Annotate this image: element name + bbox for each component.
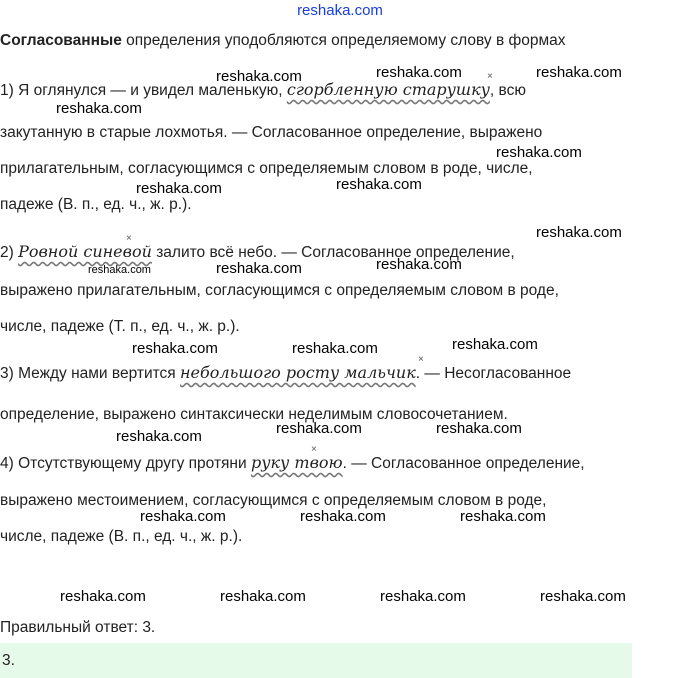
watermark: reshaka.com [376, 64, 462, 81]
site-link[interactable]: reshaka.com [297, 2, 383, 19]
item4-line1 [0, 453, 585, 473]
watermark: reshaka.com [116, 428, 202, 445]
stress-mark: × [126, 233, 132, 244]
watermark: reshaka.com [56, 100, 142, 117]
watermark: reshaka.com [276, 420, 362, 437]
item3-line1 [0, 363, 571, 383]
watermark: reshaka.com [300, 508, 386, 525]
watermark: reshaka.com [536, 224, 622, 241]
watermark: reshaka.com [220, 588, 306, 605]
watermark: reshaka.com [536, 64, 622, 81]
item4-suffix: . — Согласованное определение, [342, 455, 585, 472]
answer-value: 3. [2, 652, 15, 669]
watermark: reshaka.com [216, 260, 302, 277]
item3-example: небольшого росту мальчик [179, 363, 416, 382]
item2-suffix: залито всё небо. — Согласованное определение, [151, 244, 515, 261]
watermark: reshaka.com [136, 180, 222, 197]
answer-box [0, 643, 632, 678]
watermark: reshaka.com [380, 588, 466, 605]
watermark: reshaka.com [436, 420, 522, 437]
intro-rest: определения уподобляются определяемому слову в формах [121, 32, 566, 49]
item3-line2: определение, выражено синтаксически неделимым словосочетанием. [0, 406, 508, 423]
intro-text [0, 32, 566, 50]
watermark: reshaka.com [540, 588, 626, 605]
watermark: reshaka.com [216, 68, 302, 85]
watermark: reshaka.com [88, 264, 151, 276]
item1-prefix: 1) Я оглянулся — и увидел маленькую, [0, 82, 287, 99]
item4-line3: числе, падеже (В. п., ед. ч., ж. р.). [0, 528, 243, 545]
item2-example: Ровной синевой [18, 242, 152, 261]
watermark: reshaka.com [336, 176, 422, 193]
intro-bold: Согласованные [0, 32, 122, 49]
item1-suffix: , всю [489, 82, 526, 99]
stress-mark: × [487, 71, 493, 82]
item1-line2: закутанную в старые лохмотья. — Согласованное определение, выражено [0, 124, 543, 141]
item3-prefix: 3) Между нами вертится [0, 365, 180, 382]
watermark: reshaka.com [496, 144, 582, 161]
item3-suffix: . — Несогласованное [415, 365, 572, 382]
item2-prefix: 2) [0, 244, 19, 261]
watermark: reshaka.com [452, 336, 538, 353]
item1-line3: прилагательным, согласующимся с определяемым словом в роде, числе, [0, 160, 533, 177]
item2-line2: выражено прилагательным, согласующимся с определяемым словом в роде, [0, 282, 559, 299]
item4-line2: выражено местоимением, согласующимся с определяемым словом в роде, [0, 492, 547, 509]
stress-mark: × [418, 354, 424, 365]
item1-line4: падеже (В. п., ед. ч., ж. р.). [0, 196, 192, 213]
watermark: reshaka.com [376, 256, 462, 273]
item2-line3: числе, падеже (Т. п., ед. ч., ж. р.). [0, 318, 240, 335]
watermark: reshaka.com [140, 508, 226, 525]
watermark: reshaka.com [60, 588, 146, 605]
watermark: reshaka.com [460, 508, 546, 525]
item4-prefix: 4) Отсутствующему другу протяни [0, 455, 251, 472]
correct-answer-label: Правильный ответ: 3. [0, 619, 156, 636]
item4-example: руку твою [250, 453, 343, 472]
watermark: reshaka.com [132, 340, 218, 357]
item1-example: сгорбленную старушку [286, 80, 490, 99]
watermark: reshaka.com [292, 340, 378, 357]
stress-mark: × [311, 444, 317, 455]
